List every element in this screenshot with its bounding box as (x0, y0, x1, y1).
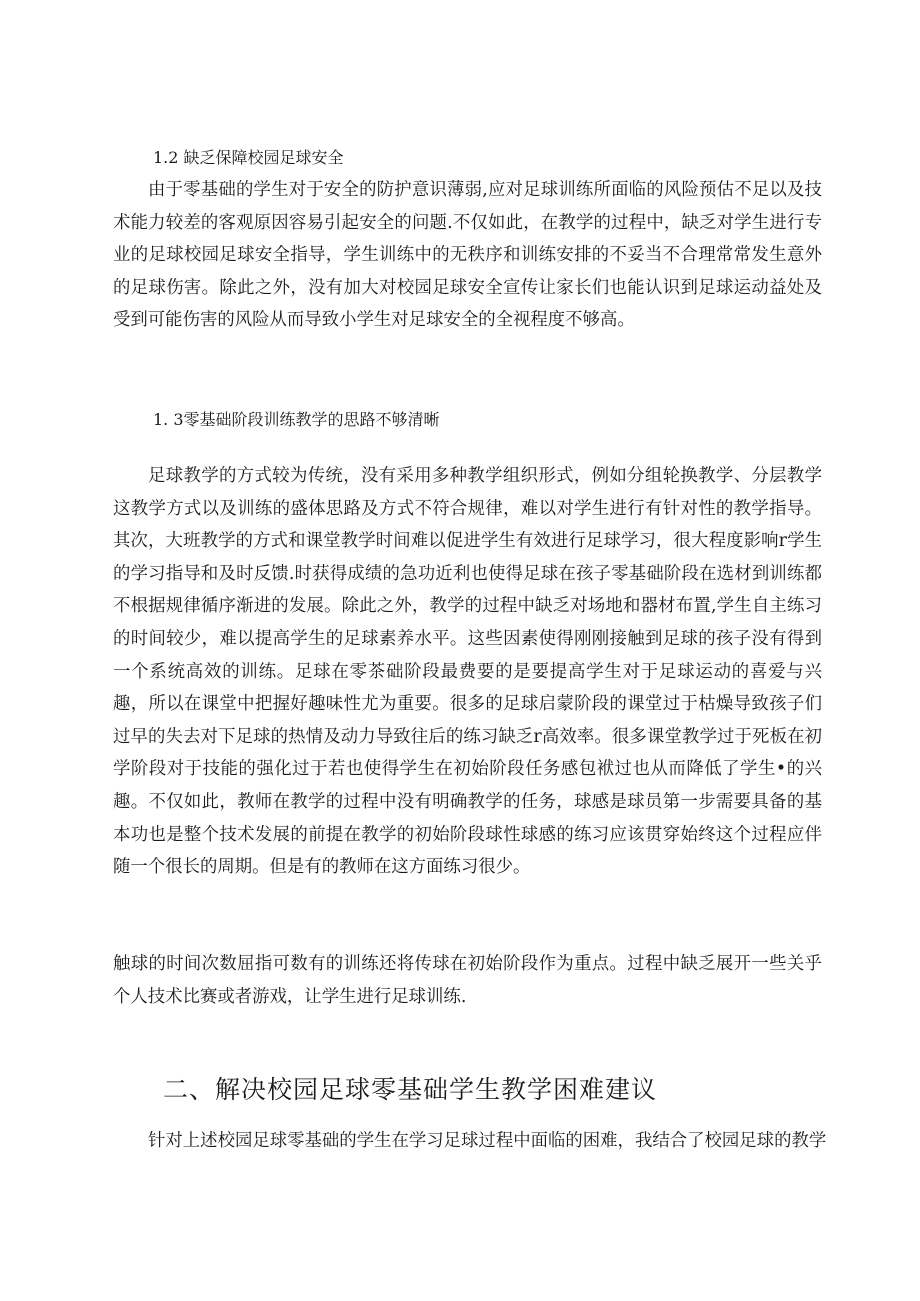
section-heading-1-3: 1. 3零基础阶段训练教学的思路不够清晰 (153, 410, 440, 429)
paragraph-ball-touch: 触球的时间次数屈指可数有的训练还将传球在初始阶段作为重点。过程中缺乏展开一些关乎个人技术比赛或者游戏，让学生进行足球训练. (113, 954, 822, 1007)
section-heading-2: 二、解决校园足球零基础学生教学困难建议 (163, 1075, 658, 1104)
section-heading-1-2: 1.2 缺乏保障校园足球安全 (153, 148, 344, 167)
paragraph-teaching-approach: 足球教学的方式较为传统，没有采用多种教学组织形式，例如分组轮换教学、分层教学这教学方式以及训练的盛体思路及方式不符合规律，难以对学生进行有针对性的教学指导。其次，大班教学的方式和课堂教学时间难以促进学生有效进行足球学习，很大程度影响r学生的学习指导和及时反馈.时获得成绩的急功近利也使得足球在孩子零基础阶段在选材到训练都不根据规律循序渐进的发展。除此之外，教学的过程中缺乏对场地和器材布置,学生自主练习的时间较少，难以提高学生的足球素养水平。这些因素使得刚刚接触到足球的孩子没有得到一个系统高效的训练。足球在零茶础阶段最费要的是要提高学生对于足球运动的喜爱与兴趣，所以在课堂中把握好趣味性尤为重要。很多的足球启蒙阶段的课堂过于枯燥导致孩子们过早的失去对下足球的热情及动力导致往后的练习缺乏r高效率。很多课堂教学过于死板在初学阶段对于技能的强化过于若也使得学生在初始阶段任务感包袱过也从而降低了学生•的兴趣。不仅如此，教师在教学的过程中没有明确教学的任务，球感是球员第一步需要具备的基本功也是整个技术发展的前提在教学的初始阶段球性球感的练习应该贯穿始终这个过程应伴随一个很长的周期。但是有的教师在这方面练习很少。 (113, 466, 822, 878)
paragraph-safety: 由于零基础的学生对于安全的防护意识薄弱,应对足球训练所面临的风险预估不足以及技术能力较差的客观原因容易引起安全的问题.不仅如此，在教学的过程中，缺乏对学生进行专业的足球校园足球安全指导，学生训练中的无秩序和训练安排的不妥当不合理常常发生意外的足球伤害。除此之外，没有加大对校园足球安全宣传让家长们也能认识到足球运动益处及受到可能伤害的风险从而导致小学生对足球安全的全视程度不够高。 (113, 180, 822, 331)
paragraph-suggestions-start: 针对上述校园足球零基础的学生在学习足球过程中面临的困难，我结合了校园足球的教学 (148, 1131, 827, 1151)
